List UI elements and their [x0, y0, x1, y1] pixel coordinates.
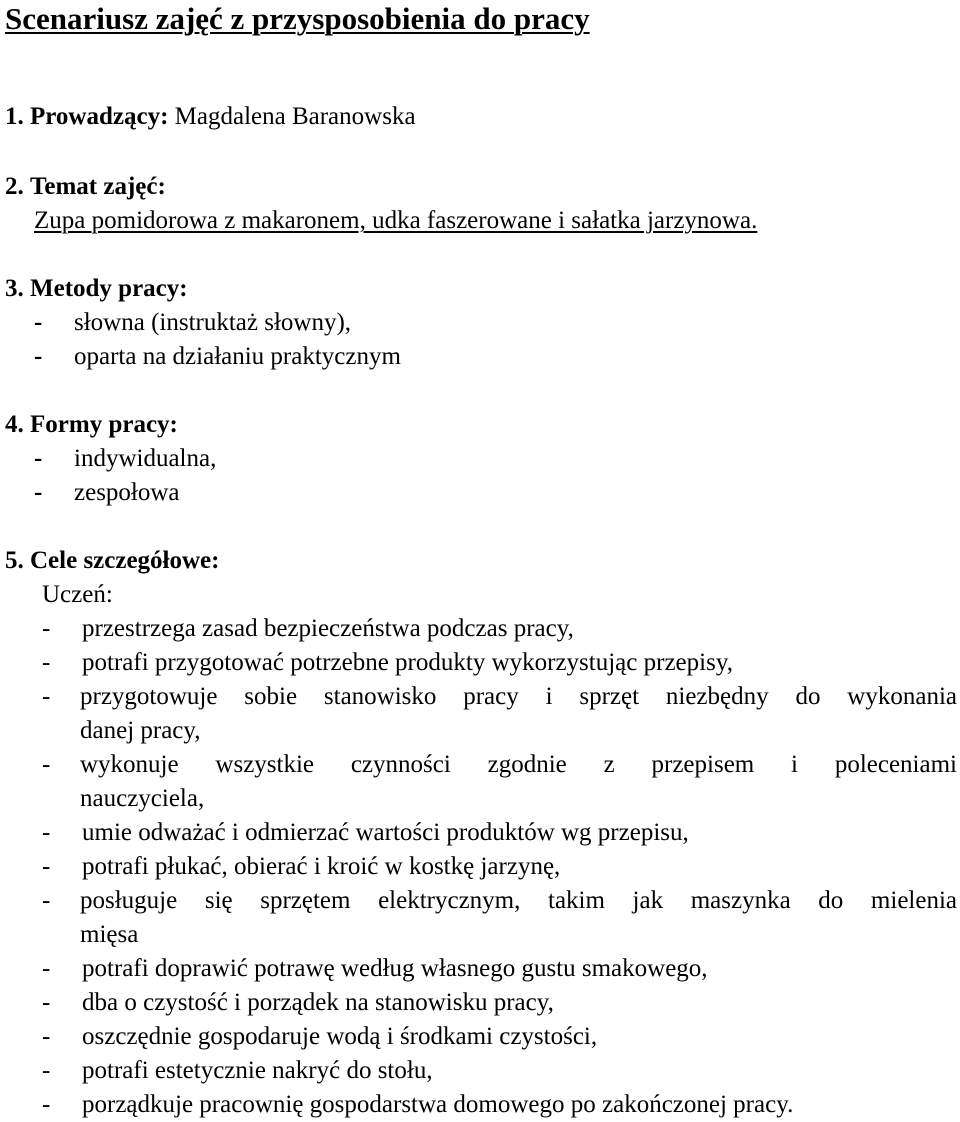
section-5-intro: Uczeń: — [42, 581, 113, 608]
bullet-dash: - — [42, 955, 51, 982]
list-item — [34, 444, 216, 474]
list-item — [42, 614, 574, 644]
section-5-number: 5. — [5, 547, 24, 574]
section-4-heading — [5, 410, 178, 440]
list-item-text: potrafi przygotować potrzebne produkty wykorzystując przepisy, — [82, 649, 733, 676]
list-item-text: zespołowa — [74, 479, 180, 506]
bullet-dash: - — [34, 309, 43, 336]
bullet-dash: - — [34, 479, 43, 506]
list-item-text: posługuje się sprzętem elektrycznym, takim jak maszynka do mielenia — [80, 887, 957, 914]
list-item-text: dba o czystość i porządek na stanowisku pracy, — [82, 989, 554, 1016]
bullet-dash: - — [42, 683, 51, 710]
bullet-dash: - — [42, 1057, 51, 1084]
list-item-continuation: danej pracy, — [80, 717, 201, 744]
bullet-dash: - — [42, 615, 51, 642]
section-3-label: Metody pracy: — [30, 275, 188, 302]
list-item-text: indywidualna, — [74, 445, 217, 472]
section-2-topic: Zupa pomidorowa z makaronem, udka faszerowane i sałatka jarzynowa. — [34, 207, 758, 234]
list-item-text: porządkuje pracownię gospodarstwa domowego po zakończonej pracy. — [82, 1091, 794, 1118]
list-item-text: potrafi płukać, obierać i kroić w kostkę jarzynę, — [82, 853, 561, 880]
section-3-number: 3. — [5, 275, 24, 302]
list-item-text: przygotowuje sobie stanowisko pracy i sprzęt niezbędny do wykonania — [80, 683, 957, 710]
list-item-text: wykonuje wszystkie czynności zgodnie z przepisem i poleceniami — [80, 751, 957, 778]
bullet-dash: - — [42, 819, 51, 846]
section-1-value: Magdalena Baranowska — [174, 103, 416, 130]
list-item — [42, 988, 554, 1018]
document-title: Scenariusz zajęć z przysposobienia do pracy — [5, 1, 590, 36]
section-4-label: Formy pracy: — [30, 411, 178, 438]
list-item-text: potrafi estetycznie nakryć do stołu, — [82, 1057, 433, 1084]
list-item — [42, 1022, 597, 1052]
bullet-dash: - — [42, 853, 51, 880]
list-item — [34, 308, 351, 338]
section-2-heading — [5, 172, 166, 202]
section-1-label: Prowadzący: — [30, 103, 169, 130]
bullet-dash: - — [42, 751, 51, 778]
list-item-text: przestrzega zasad bezpieczeństwa podczas pracy, — [82, 615, 574, 642]
section-1-number: 1. — [5, 103, 24, 130]
bullet-dash: - — [34, 343, 43, 370]
list-item — [42, 818, 689, 848]
list-item-text: oparta na działaniu praktycznym — [74, 343, 401, 370]
section-2-number: 2. — [5, 173, 24, 200]
list-item-text: potrafi doprawić potrawę według własnego gustu smakowego, — [82, 955, 708, 982]
bullet-dash: - — [42, 649, 51, 676]
section-5-heading — [5, 546, 219, 576]
list-item — [42, 648, 733, 678]
list-item-text: umie odważać i odmierzać wartości produktów wg przepisu, — [82, 819, 689, 846]
bullet-dash: - — [42, 1091, 51, 1118]
bullet-dash: - — [34, 445, 43, 472]
list-item-text: oszczędnie gospodaruje wodą i środkami czystości, — [82, 1023, 598, 1050]
list-item-continuation: nauczyciela, — [80, 785, 205, 812]
list-item — [42, 1056, 433, 1086]
section-4-number: 4. — [5, 411, 24, 438]
list-item-continuation: mięsa — [80, 921, 139, 948]
list-item — [42, 852, 560, 882]
list-item-text: słowna (instruktaż słowny), — [74, 309, 352, 336]
section-1-heading — [5, 102, 416, 132]
bullet-dash: - — [42, 887, 51, 914]
section-2-label: Temat zajęć: — [30, 173, 166, 200]
list-item — [34, 478, 180, 508]
section-5-label: Cele szczegółowe: — [30, 547, 220, 574]
section-3-heading — [5, 274, 188, 304]
bullet-dash: - — [42, 989, 51, 1016]
list-item — [34, 342, 401, 372]
bullet-dash: - — [42, 1023, 51, 1050]
list-item — [42, 954, 708, 984]
list-item — [42, 1090, 793, 1120]
